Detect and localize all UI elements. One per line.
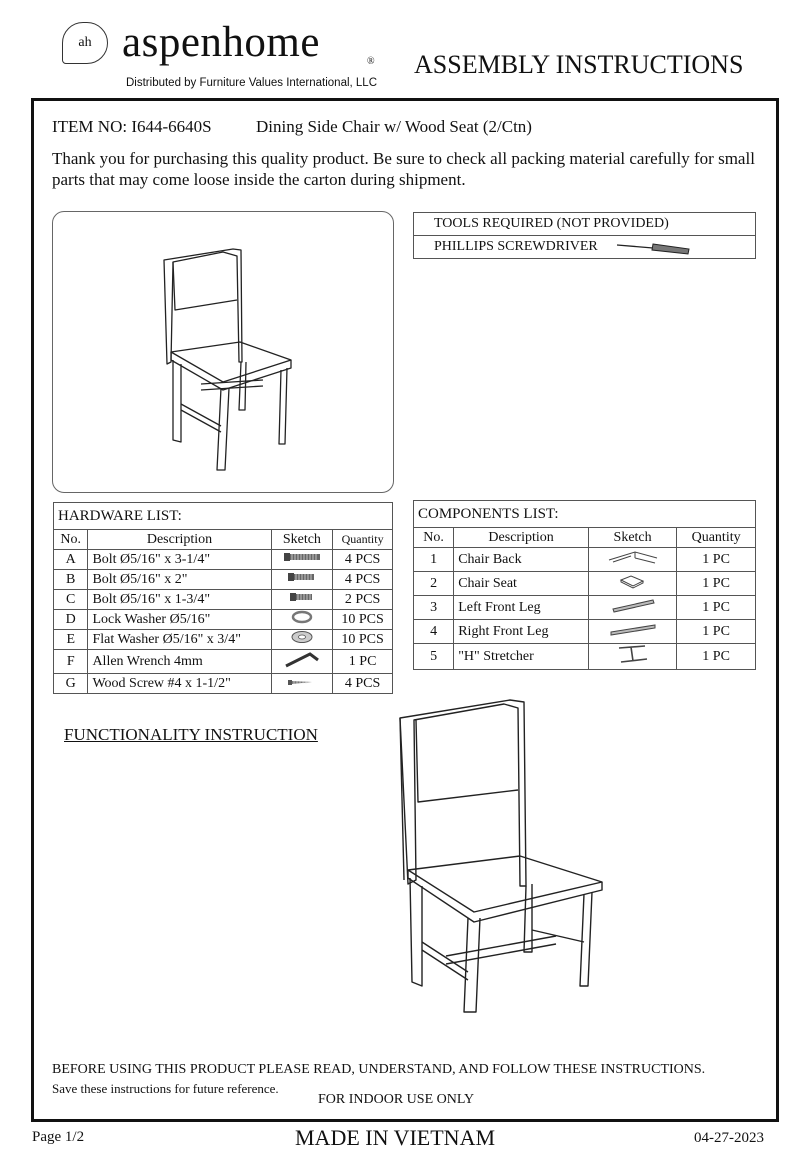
hw-header-description: Description [88,530,271,550]
revision-date: 04-27-2023 [694,1130,764,1146]
wood-screw-icon [271,674,333,694]
chair-large-illustration-icon [380,690,620,1020]
hw-qty: 2 PCS [333,590,393,610]
registered-mark: ® [367,56,375,67]
comp-desc: Left Front Leg [454,596,589,620]
comp-qty: 1 PC [677,548,756,572]
hw-no: B [54,570,88,590]
tools-item-row [414,236,756,259]
comp-header-quantity: Quantity [677,528,756,548]
functionality-heading: FUNCTIONALITY INSTRUCTION [64,725,318,744]
left-front-leg-icon [588,596,676,620]
hw-no: F [54,650,88,674]
hw-qty: 1 PC [333,650,393,674]
hw-header-quantity: Quantity [333,530,393,550]
hw-qty: 4 PCS [333,674,393,694]
brand-name: aspenhome [122,19,320,66]
lock-washer-icon [271,610,333,630]
item-description: Dining Side Chair w/ Wood Seat (2/Ctn) [256,117,532,136]
table-row [54,650,393,674]
screwdriver-icon [615,239,695,255]
table-row [414,644,756,670]
item-number: ITEM NO: I644-6640S [52,117,212,136]
hardware-caption: HARDWARE LIST: [54,503,393,530]
components-list-table [413,500,756,670]
hardware-list-table [53,502,393,694]
chair-seat-icon [588,572,676,596]
table-row [54,630,393,650]
logo-mark: ah [62,22,108,64]
page-number: Page 1/2 [32,1129,85,1145]
comp-qty: 1 PC [677,620,756,644]
comp-no: 1 [414,548,454,572]
comp-qty: 1 PC [677,596,756,620]
hw-no: D [54,610,88,630]
made-in-label: MADE IN VIETNAM [295,1125,496,1150]
comp-header-description: Description [454,528,589,548]
right-front-leg-icon [588,620,676,644]
hw-desc: Bolt Ø5/16" x 2" [88,570,271,590]
table-row [414,548,756,572]
comp-no: 2 [414,572,454,596]
comp-header-sketch: Sketch [588,528,676,548]
table-row [414,572,756,596]
hw-no: E [54,630,88,650]
hw-desc: Allen Wrench 4mm [88,650,271,674]
comp-qty: 1 PC [677,572,756,596]
table-row [54,590,393,610]
warning-text: BEFORE USING THIS PRODUCT PLEASE READ, UNDERSTAND, AND FOLLOW THESE INSTRUCTIONS. [52,1062,706,1077]
hw-qty: 10 PCS [333,610,393,630]
hw-desc: Wood Screw #4 x 1-1/2" [88,674,271,694]
bolt-medium-icon [271,570,333,590]
hw-no: A [54,550,88,570]
distributor-line: Distributed by Furniture Values International, LLC [126,77,378,89]
hw-no: G [54,674,88,694]
hw-desc: Bolt Ø5/16" x 3-1/4" [88,550,271,570]
table-row [414,620,756,644]
table-row [54,550,393,570]
hw-qty: 4 PCS [333,570,393,590]
h-stretcher-icon [588,644,676,670]
chair-back-icon [588,548,676,572]
hw-qty: 10 PCS [333,630,393,650]
hw-desc: Lock Washer Ø5/16" [88,610,271,630]
components-caption: COMPONENTS LIST: [414,501,756,528]
intro-text: Thank you for purchasing this quality product. Be sure to check all packing material carefully for small parts that may come loose inside the carton during shipment. [52,149,755,189]
save-note: Save these instructions for future reference. [52,1081,279,1096]
tools-item-label: PHILLIPS SCREWDRIVER [434,239,598,255]
hw-desc: Bolt Ø5/16" x 1-3/4" [88,590,271,610]
comp-qty: 1 PC [677,644,756,670]
comp-desc: "H" Stretcher [454,644,589,670]
comp-header-no: No. [414,528,454,548]
hw-desc: Flat Washer Ø5/16" x 3/4" [88,630,271,650]
hw-no: C [54,590,88,610]
hw-header-sketch: Sketch [271,530,333,550]
table-row [54,610,393,630]
comp-desc: Right Front Leg [454,620,589,644]
chair-illustration-icon [53,212,393,492]
comp-no: 4 [414,620,454,644]
product-image-box [52,211,394,493]
hw-header-no: No. [54,530,88,550]
tools-required-table [413,212,756,259]
comp-no: 5 [414,644,454,670]
bolt-short-icon [271,590,333,610]
indoor-use-note: FOR INDOOR USE ONLY [318,1092,475,1107]
comp-desc: Chair Back [454,548,589,572]
hw-qty: 4 PCS [333,550,393,570]
table-row [54,674,393,694]
document-title: ASSEMBLY INSTRUCTIONS [414,50,744,79]
allen-wrench-icon [271,650,333,674]
table-row [54,570,393,590]
comp-no: 3 [414,596,454,620]
flat-washer-icon [271,630,333,650]
tools-heading: TOOLS REQUIRED (NOT PROVIDED) [414,213,756,236]
table-row [414,596,756,620]
bolt-long-icon [271,550,333,570]
comp-desc: Chair Seat [454,572,589,596]
